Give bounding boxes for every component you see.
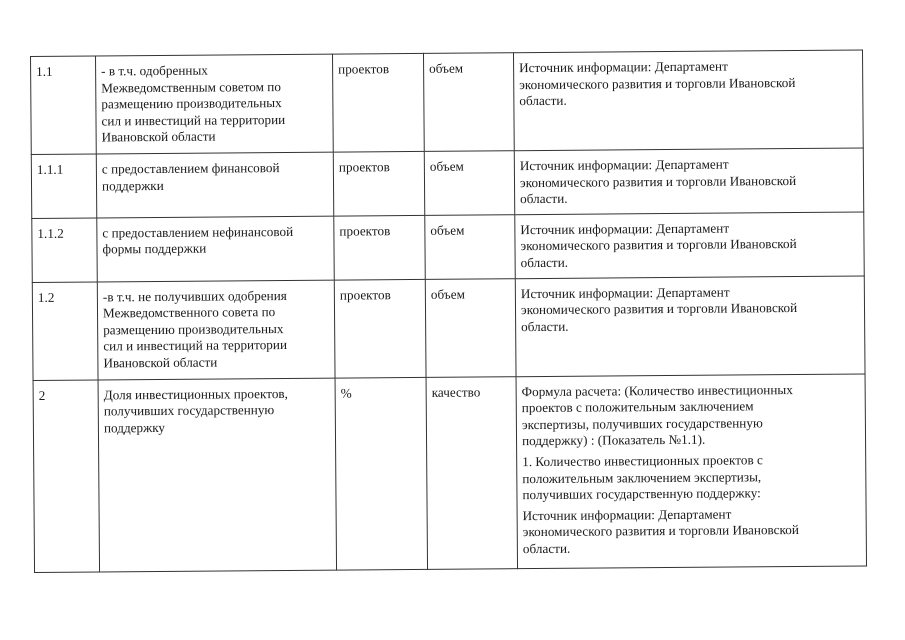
text-line: 1. Количество инвестиционных проектов с (522, 452, 763, 470)
text-line: размещению производительных (103, 320, 284, 338)
unit-cell (334, 215, 425, 279)
description-cell (97, 280, 335, 380)
text-line: 1.1 (36, 63, 53, 79)
text-line: % (340, 385, 352, 401)
text-line: Межведомственным советом по (101, 78, 281, 96)
text-line: 1.1.1 (36, 161, 64, 177)
text-line: объем (429, 158, 464, 174)
text-line: объем (430, 222, 465, 238)
unit-cell (332, 53, 424, 152)
text-line: Доля инвестиционных проектов, (103, 385, 288, 402)
table-row (32, 276, 865, 381)
text-line: экономического развития и торговли Ивановской (519, 74, 796, 92)
text-line: Источник информации: Департамент (520, 284, 730, 301)
text-line: Формула расчета: (Количество инвестиционных (521, 381, 793, 399)
text-line: объем (430, 286, 465, 302)
text-line: поддержку (103, 419, 166, 436)
text-line: проектов с положительным заключением (521, 398, 754, 416)
text-line: сил и инвестиций на территории (101, 111, 286, 129)
info-source-cell (516, 374, 866, 569)
text-line: -в т.ч. не получивших одобрения (102, 287, 287, 304)
text-line: с предоставлением нефинансовой (102, 223, 294, 241)
text-line: получивших государственную поддержку: (522, 485, 761, 503)
text-line: области. (521, 318, 569, 334)
row-number-cell (33, 380, 100, 573)
description-cell (97, 216, 334, 282)
text-line: области. (522, 540, 571, 557)
description-cell (96, 54, 334, 154)
row-number-cell (31, 56, 97, 155)
text-line: размещению производительных (101, 95, 282, 112)
info-paragraph (522, 451, 860, 503)
text-line: проектов (338, 159, 390, 175)
text-line: экономического развития и торговли Ивановской (520, 236, 797, 254)
row-number-cell (31, 154, 96, 218)
info-paragraph (520, 219, 858, 271)
text-line: Ивановской области (103, 354, 218, 371)
text-line: Источник информации: Департамент (522, 506, 732, 523)
text-line: Источник информации: Департамент (520, 220, 730, 237)
text-line: проектов (339, 222, 391, 239)
text-line: 1.2 (37, 289, 55, 305)
text-line: качество (431, 384, 481, 400)
info-source-cell (515, 212, 864, 279)
info-source-cell (513, 50, 863, 151)
text-line: сил и инвестиций на территории (103, 337, 288, 354)
text-line: - в т.ч. одобренных (101, 62, 208, 79)
indicator-type-cell (423, 53, 514, 152)
unit-cell (333, 151, 424, 215)
table-row (33, 374, 866, 573)
text-line: положительным заключением экспертизы, (522, 468, 762, 486)
text-line: области. (520, 190, 568, 207)
text-line: проектов (338, 61, 390, 77)
table-row (31, 148, 863, 218)
text-line: Источник информации: Департамент (519, 156, 729, 174)
text-line: поддержку) : (Показатель №1.1). (521, 432, 706, 449)
info-paragraph (521, 283, 859, 335)
indicator-type-cell (424, 151, 514, 215)
info-source-cell (514, 148, 863, 215)
info-paragraph (519, 58, 857, 110)
indicator-type-cell (426, 376, 518, 569)
text-line: области. (520, 254, 569, 271)
indicators-table (30, 49, 867, 572)
info-paragraph (520, 156, 858, 208)
text-line: экспертизы, получивших государственную (521, 415, 763, 432)
unit-cell (334, 279, 426, 378)
row-number-cell (32, 218, 97, 282)
text-line: экономического развития и торговли Ивановской (520, 300, 798, 318)
table-row (31, 50, 864, 155)
text-line: поддержки (101, 177, 164, 194)
text-line: формы поддержки (102, 240, 207, 257)
indicator-type-cell (425, 214, 515, 278)
text-line: экономического развития и торговли Ивановской (519, 172, 797, 190)
text-line: экономического развития и торговли Ивановской (522, 522, 799, 540)
text-line: 2 (38, 387, 46, 403)
text-line: области. (519, 92, 567, 109)
info-paragraph (522, 381, 861, 450)
text-line: объем (429, 60, 464, 76)
info-paragraph (523, 505, 861, 557)
table-row (32, 212, 864, 282)
text-line: 1.1.2 (37, 225, 64, 241)
description-cell (98, 378, 337, 572)
text-line: получивших государственную (103, 402, 275, 419)
text-line: Ивановской области (101, 128, 216, 145)
info-source-cell (515, 276, 865, 377)
indicator-type-cell (425, 278, 516, 377)
unit-cell (335, 377, 428, 570)
row-number-cell (32, 282, 98, 381)
text-line: с предоставлением финансовой (101, 160, 280, 177)
description-cell (96, 152, 333, 218)
text-line: Источник информации: Департамент (519, 58, 728, 76)
document-page (30, 49, 866, 572)
text-line: Межведомственного совета по (102, 304, 276, 321)
text-line: проектов (339, 286, 391, 303)
